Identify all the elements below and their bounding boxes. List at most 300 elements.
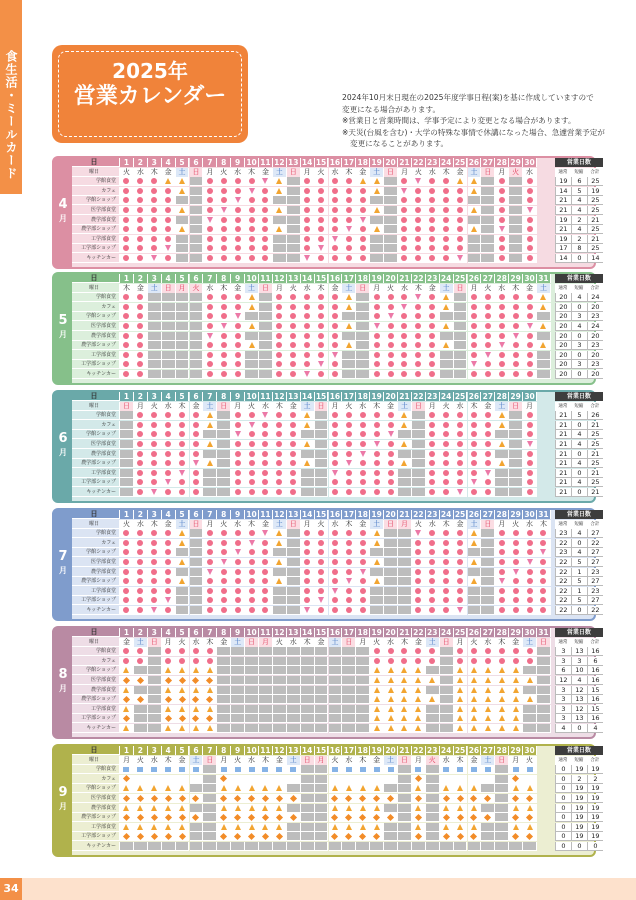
calendar-cell	[370, 332, 384, 341]
calendar-cell	[398, 187, 412, 196]
circ-mark	[276, 460, 282, 466]
circ-mark	[457, 226, 463, 232]
calendar-cell	[440, 784, 454, 793]
calendar-cell	[412, 804, 426, 813]
circ-mark	[137, 489, 143, 495]
total-value: 25	[587, 196, 603, 205]
circ-mark	[193, 412, 199, 418]
calendar-cell	[398, 775, 412, 784]
sq-mark	[221, 767, 227, 772]
calendar-cell	[120, 254, 134, 263]
totals-col-label: 短縮	[574, 757, 584, 763]
calendar-cell	[495, 440, 509, 449]
facility-name: 学館ショップ	[72, 666, 120, 675]
facility-totals	[555, 488, 603, 497]
calendar-cell	[203, 244, 217, 253]
facility-totals	[555, 450, 603, 459]
circ-mark	[332, 197, 338, 203]
calendar-cell	[329, 440, 343, 449]
calendar-cell	[342, 421, 356, 430]
calendar-cell	[454, 293, 468, 302]
day-number: 24	[440, 158, 454, 167]
circ-mark	[304, 188, 310, 194]
circ-mark	[235, 479, 241, 485]
circ-mark	[276, 470, 282, 476]
calendar-cell	[481, 225, 495, 234]
calendar-cell	[523, 216, 537, 225]
calendar-cell	[426, 606, 440, 615]
calendar-cell	[384, 303, 398, 312]
facility-totals	[555, 775, 603, 784]
tri-mark	[207, 460, 213, 466]
calendar-cell	[509, 606, 523, 615]
dia-mark	[456, 794, 463, 801]
calendar-cell	[495, 686, 509, 695]
tri-mark	[374, 207, 380, 213]
facility-totals	[555, 440, 603, 449]
calendar-cell	[203, 187, 217, 196]
tri-mark	[207, 725, 213, 731]
facility-totals	[555, 724, 603, 733]
calendar-cell	[509, 430, 523, 439]
calendar-cell	[217, 794, 231, 803]
calendar-cell	[134, 421, 148, 430]
circ-mark	[137, 294, 143, 300]
circ-mark	[165, 578, 171, 584]
day-number: 9	[231, 510, 245, 519]
calendar-cell	[287, 558, 301, 567]
calendar-cell	[287, 370, 301, 379]
calendar-cell	[440, 187, 454, 196]
tri-mark	[443, 294, 449, 300]
calendar-cell	[440, 724, 454, 733]
dia-mark	[359, 794, 366, 801]
calendar-cell	[481, 235, 495, 244]
calendar-cell	[384, 686, 398, 695]
calendar-cell	[412, 312, 426, 321]
calendar-cell	[412, 469, 426, 478]
calendar-cell	[315, 469, 329, 478]
totals-col-label: 短縮	[574, 521, 584, 527]
calendar-cell	[120, 539, 134, 548]
calendar-cell	[370, 606, 384, 615]
calendar-cell	[120, 469, 134, 478]
weekday: 金	[370, 756, 384, 765]
circ-mark	[388, 304, 394, 310]
calendar-cell	[190, 568, 204, 577]
dtri-mark	[318, 597, 324, 603]
calendar-cell	[398, 225, 412, 234]
calendar-cell	[217, 784, 231, 793]
calendar-cell	[384, 784, 398, 793]
day-number: 6	[190, 628, 204, 637]
circ-mark	[429, 470, 435, 476]
calendar-cell	[315, 676, 329, 685]
circ-mark	[276, 451, 282, 457]
dtri-mark	[471, 361, 477, 367]
circ-mark	[499, 323, 505, 329]
calendar-cell	[398, 823, 412, 832]
weekday: 木	[412, 284, 426, 293]
day-number: 4	[162, 746, 176, 755]
dia-mark	[123, 715, 130, 722]
calendar-cell	[426, 794, 440, 803]
tri-mark	[471, 706, 477, 712]
calendar-cell	[148, 695, 162, 704]
calendar-cell	[273, 794, 287, 803]
circ-mark	[388, 422, 394, 428]
calendar-cell	[523, 206, 537, 215]
calendar-cell	[231, 606, 245, 615]
calendar-cell	[162, 411, 176, 420]
tri-mark	[471, 530, 477, 536]
calendar-cell	[454, 606, 468, 615]
circ-mark	[360, 197, 366, 203]
calendar-cell	[217, 842, 231, 851]
circ-mark	[443, 441, 449, 447]
calendar-cell	[245, 225, 259, 234]
circ-mark	[360, 597, 366, 603]
calendar-cell	[329, 196, 343, 205]
circ-mark	[304, 313, 310, 319]
circ-mark	[415, 607, 421, 613]
calendar-cell	[412, 177, 426, 186]
circ-mark	[332, 549, 338, 555]
calendar-cell	[245, 775, 259, 784]
calendar-cell	[259, 724, 273, 733]
calendar-cell	[190, 312, 204, 321]
tri-mark	[151, 824, 157, 830]
circ-mark	[151, 188, 157, 194]
calendar-cell	[495, 225, 509, 234]
calendar-cell	[134, 587, 148, 596]
total-value: 19	[571, 823, 587, 832]
calendar-cell	[134, 469, 148, 478]
total-value: 0	[555, 765, 571, 774]
circ-mark	[346, 569, 352, 575]
calendar-cell	[481, 206, 495, 215]
calendar-cell	[217, 254, 231, 263]
circ-mark	[123, 588, 129, 594]
circ-mark	[332, 431, 338, 437]
calendar-cell	[523, 823, 537, 832]
calendar-cell	[273, 842, 287, 851]
dia-mark	[178, 715, 185, 722]
calendar-cell	[495, 775, 509, 784]
dia-mark	[331, 833, 338, 840]
calendar-cell	[454, 596, 468, 605]
calendar-cell	[134, 695, 148, 704]
circ-mark	[346, 588, 352, 594]
total-value: 22	[555, 568, 571, 577]
dtri-mark	[346, 460, 352, 466]
calendar-cell	[412, 568, 426, 577]
calendar-cell	[412, 254, 426, 263]
calendar-cell	[481, 765, 495, 774]
calendar-cell	[134, 784, 148, 793]
dia-mark	[192, 676, 199, 683]
tri-mark	[276, 530, 282, 536]
circ-mark	[276, 489, 282, 495]
circ-mark	[332, 412, 338, 418]
calendar-cell	[287, 341, 301, 350]
circ-mark	[221, 197, 227, 203]
calendar-cell	[329, 244, 343, 253]
calendar-cell	[287, 775, 301, 784]
circ-mark	[262, 451, 268, 457]
dia-mark	[165, 794, 172, 801]
calendar-cell	[440, 196, 454, 205]
facility-totals	[555, 686, 603, 695]
calendar-cell	[217, 657, 231, 666]
circ-mark	[276, 479, 282, 485]
circ-mark	[332, 441, 338, 447]
calendar-cell	[454, 842, 468, 851]
calendar-cell	[342, 695, 356, 704]
weekday: 木	[120, 284, 134, 293]
calendar-cell	[509, 705, 523, 714]
calendar-cell	[273, 714, 287, 723]
total-value: 22	[555, 596, 571, 605]
calendar-cell	[495, 421, 509, 430]
total-value: 0	[571, 606, 587, 615]
calendar-cell	[523, 832, 537, 841]
tri-mark	[401, 677, 407, 683]
dia-mark	[415, 775, 422, 782]
circ-mark	[332, 304, 338, 310]
calendar-cell	[495, 187, 509, 196]
calendar-cell	[481, 686, 495, 695]
totals-col-label: 合計	[590, 169, 600, 175]
weekday: 木	[148, 168, 162, 177]
calendar-cell	[356, 686, 370, 695]
day-number: 29	[509, 510, 523, 519]
dtri-mark	[151, 607, 157, 613]
weekday: 水	[426, 520, 440, 529]
calendar-cell	[384, 724, 398, 733]
tri-mark	[235, 824, 241, 830]
circ-mark	[221, 245, 227, 251]
calendar-cell	[454, 196, 468, 205]
weekday: 火	[190, 284, 204, 293]
calendar-cell	[287, 548, 301, 557]
calendar-cell	[176, 303, 190, 312]
calendar-cell	[162, 813, 176, 822]
weekday: 水	[231, 168, 245, 177]
calendar-cell	[190, 459, 204, 468]
circ-mark	[290, 371, 296, 377]
day-number: 21	[398, 392, 412, 401]
totals-col-label: 短縮	[574, 639, 584, 645]
calendar-cell	[454, 244, 468, 253]
calendar-cell	[301, 440, 315, 449]
circ-mark	[415, 342, 421, 348]
dtri-mark	[235, 197, 241, 203]
dtri-mark	[221, 207, 227, 213]
circ-mark	[318, 588, 324, 594]
facility-totals	[555, 478, 603, 487]
calendar-cell	[301, 676, 315, 685]
day-number: 28	[495, 746, 509, 755]
circ-mark	[235, 569, 241, 575]
weekday: 土	[398, 402, 412, 411]
day-number: 1	[120, 746, 134, 755]
month-unit: 月	[59, 448, 67, 458]
calendar-cell	[523, 370, 537, 379]
circ-mark	[207, 361, 213, 367]
calendar-cell	[356, 539, 370, 548]
calendar-cell	[273, 225, 287, 234]
calendar-cell	[134, 548, 148, 557]
tri-mark	[457, 725, 463, 731]
calendar-cell	[190, 206, 204, 215]
calendar-cell	[412, 440, 426, 449]
calendar-cell	[190, 813, 204, 822]
tri-mark	[457, 677, 463, 683]
calendar-cell	[481, 303, 495, 312]
total-value: 12	[571, 686, 587, 695]
calendar-cell	[217, 235, 231, 244]
circ-mark	[457, 188, 463, 194]
weekday: 火	[287, 284, 301, 293]
calendar-cell	[384, 254, 398, 263]
facility-name: 農学部ショップ	[72, 695, 120, 704]
dtri-mark	[485, 470, 491, 476]
dtri-mark	[262, 530, 268, 536]
total-value: 16	[587, 695, 603, 704]
calendar-cell	[301, 596, 315, 605]
calendar-cell	[217, 469, 231, 478]
calendar-cell	[426, 488, 440, 497]
calendar-cell	[259, 568, 273, 577]
circ-mark	[360, 559, 366, 565]
tri-mark	[360, 805, 366, 811]
circ-mark	[415, 559, 421, 565]
circ-mark	[235, 294, 241, 300]
calendar-cell	[440, 244, 454, 253]
calendar-cell	[329, 548, 343, 557]
calendar-cell	[134, 196, 148, 205]
calendar-cell	[245, 254, 259, 263]
circ-mark	[429, 207, 435, 213]
calendar-cell	[273, 216, 287, 225]
calendar-cell	[134, 206, 148, 215]
circ-mark	[207, 559, 213, 565]
tri-mark	[304, 460, 310, 466]
calendar-cell	[356, 784, 370, 793]
calendar-cell	[426, 558, 440, 567]
calendar-cell	[287, 235, 301, 244]
circ-mark	[290, 431, 296, 437]
circ-mark	[360, 422, 366, 428]
calendar-cell	[203, 235, 217, 244]
circ-mark	[360, 607, 366, 613]
calendar-cell	[203, 529, 217, 538]
calendar-cell	[342, 539, 356, 548]
tri-mark	[304, 412, 310, 418]
month-name: 6 月	[54, 432, 72, 460]
calendar-cell	[273, 832, 287, 841]
calendar-cell	[412, 794, 426, 803]
calendar-cell	[440, 587, 454, 596]
calendar-cell	[162, 596, 176, 605]
circ-mark	[360, 479, 366, 485]
calendar-cell	[495, 312, 509, 321]
calendar-cell	[329, 421, 343, 430]
note-line: ※天災(台風を含む)・大学の特殊な事情で休講になった場合、急遽営業予定が	[342, 127, 605, 137]
calendar-cell	[370, 216, 384, 225]
dia-mark	[192, 794, 199, 801]
tri-mark	[151, 785, 157, 791]
circ-mark	[527, 489, 533, 495]
calendar-cell	[148, 765, 162, 774]
total-value: 23	[587, 360, 603, 369]
calendar-cell	[342, 430, 356, 439]
weekday: 土	[273, 520, 287, 529]
day-number: 5	[176, 392, 190, 401]
title-main: 営業カレンダー	[73, 84, 227, 109]
calendar-cell	[370, 676, 384, 685]
facility-totals	[555, 657, 603, 666]
total-value: 10	[571, 666, 587, 675]
calendar-cell	[426, 724, 440, 733]
calendar-cell	[134, 606, 148, 615]
calendar-cell	[287, 647, 301, 656]
circ-mark	[513, 304, 519, 310]
calendar-cell	[120, 177, 134, 186]
calendar-cell	[148, 577, 162, 586]
circ-mark	[443, 431, 449, 437]
calendar-cell	[509, 216, 523, 225]
calendar-cell	[203, 695, 217, 704]
tri-mark	[527, 785, 533, 791]
day-number: 15	[315, 510, 329, 519]
calendar-cell	[523, 842, 537, 851]
dia-mark	[178, 833, 185, 840]
weekday: 土	[203, 402, 217, 411]
tri-mark	[471, 715, 477, 721]
circ-mark	[513, 294, 519, 300]
dia-mark	[123, 814, 130, 821]
calendar-cell	[495, 196, 509, 205]
circ-mark	[262, 226, 268, 232]
calendar-cell	[426, 196, 440, 205]
calendar-cell	[315, 705, 329, 714]
calendar-cell	[203, 676, 217, 685]
circ-mark	[374, 371, 380, 377]
circ-mark	[151, 540, 157, 546]
total-value: 0	[555, 832, 571, 841]
total-value: 1	[571, 587, 587, 596]
circ-mark	[374, 361, 380, 367]
total-value: 26	[587, 411, 603, 420]
circ-mark	[221, 217, 227, 223]
circ-mark	[527, 540, 533, 546]
facility-name: 工学部ショップ	[72, 478, 120, 487]
calendar-cell	[509, 813, 523, 822]
tri-mark	[276, 540, 282, 546]
circ-mark	[374, 648, 380, 654]
calendar-cell	[481, 312, 495, 321]
tri-mark	[221, 785, 227, 791]
day-number: 13	[287, 158, 301, 167]
calendar-cell	[481, 332, 495, 341]
dia-mark	[137, 696, 144, 703]
calendar-cell	[454, 488, 468, 497]
calendar-cell	[398, 842, 412, 851]
calendar-cell	[356, 332, 370, 341]
calendar-cell	[259, 459, 273, 468]
